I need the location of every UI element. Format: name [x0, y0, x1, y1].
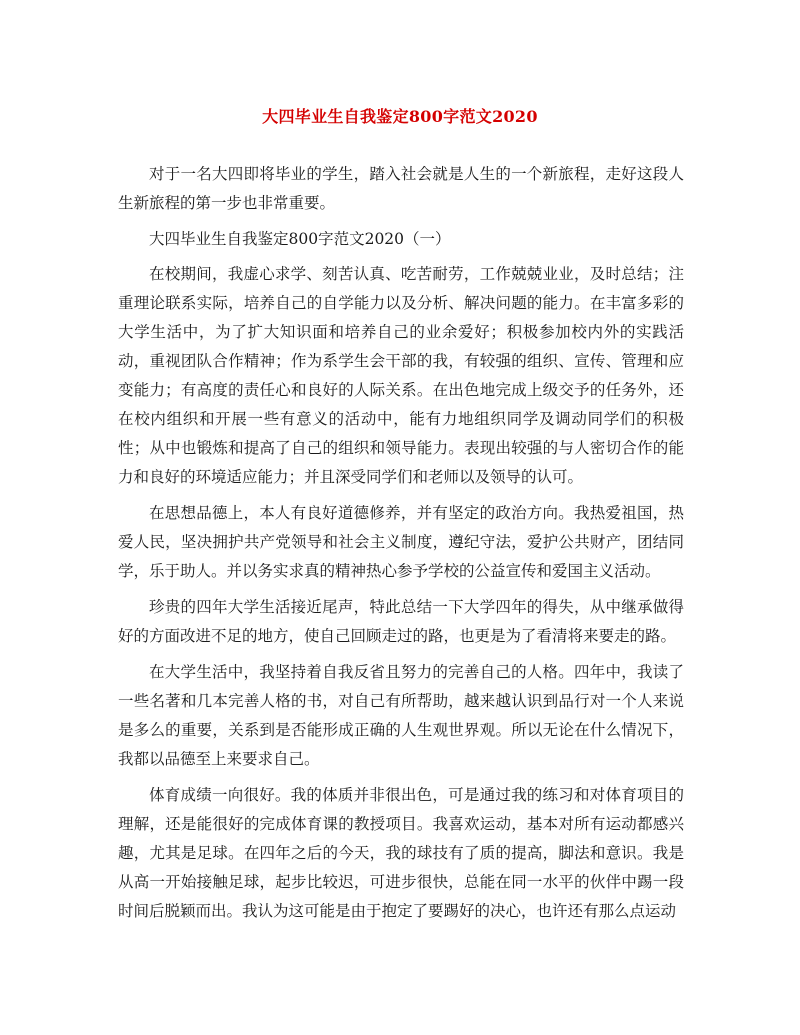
body-paragraph: 在大学生活中，我坚持着自我反省且努力的完善自己的人格。四年中，我读了一些名著和几本完善人格的书，对自己有所帮助，越来越认识到品行对一个人来说是多么的重要，关系到是否能形成正确的人生观世界观。所以无论在什么情况下，我都以品德至上来要求自己。 — [118, 663, 684, 768]
section-heading: 大四毕业生自我鉴定800字范文2020（一） — [149, 230, 451, 248]
body-paragraph: 珍贵的四年大学生活接近尾声，特此总结一下大学四年的得失，从中继承做得好的方面改进不足的地方，使自己回顾走过的路，也更是为了看清将来要走的路。 — [118, 598, 684, 645]
body-paragraph: 在校期间，我虚心求学、刻苦认真、吃苦耐劳，工作兢兢业业，及时总结；注重理论联系实际，培养自己的自学能力以及分析、解决问题的能力。在丰富多彩的大学生活中，为了扩大知识面和培养自己的业余爱好；积极参加校内外的实践活动，重视团队合作精神；作为系学生会干部的我，有较强的组织、宣传、管理和应变能力；有高度的责任心和良好的人际关系。在出色地完成上级交予的任务外，还在校内组织和开展一些有意义的活动中，能有力地组织同学及调动同学们的积极性；从中也锻炼和提高了自己的组织和领导能力。表现出较强的与人密切合作的能力和良好的环境适应能力；并且深受同学们和老师以及领导的认可。 — [118, 265, 684, 486]
body-paragraph: 在思想品德上，本人有良好道德修养，并有坚定的政治方向。我热爱祖国，热爱人民，坚决拥护共产党领导和社会主义制度，遵纪守法，爱护公共财产，团结同学，乐于助人。并以务实求真的精神热心参予学校的公益宣传和爱国主义活动。 — [118, 504, 684, 580]
document-body — [118, 160, 684, 933]
intro-paragraph: 对于一名大四即将毕业的学生，踏入社会就是人生的一个新旅程，走好这段人生新旅程的第一步也非常重要。 — [118, 165, 684, 212]
body-paragraph: 体育成绩一向很好。我的体质并非很出色，可是通过我的练习和对体育项目的理解，还是能很好的完成体育课的教授项目。我喜欢运动，基本对所有运动都感兴趣，尤其是足球。在四年之后的今天，我的球技有了质的提高，脚法和意识。我是从高一开始接触足球，起步比较迟，可进步很快，总能在同一水平的伙伴中踢一段时间后脱颖而出。我认为这可能是由于抱定了要踢好的决心，也许还有那么点运动 — [118, 786, 684, 920]
document-title: 大四毕业生自我鉴定800字范文2020 — [262, 107, 538, 126]
